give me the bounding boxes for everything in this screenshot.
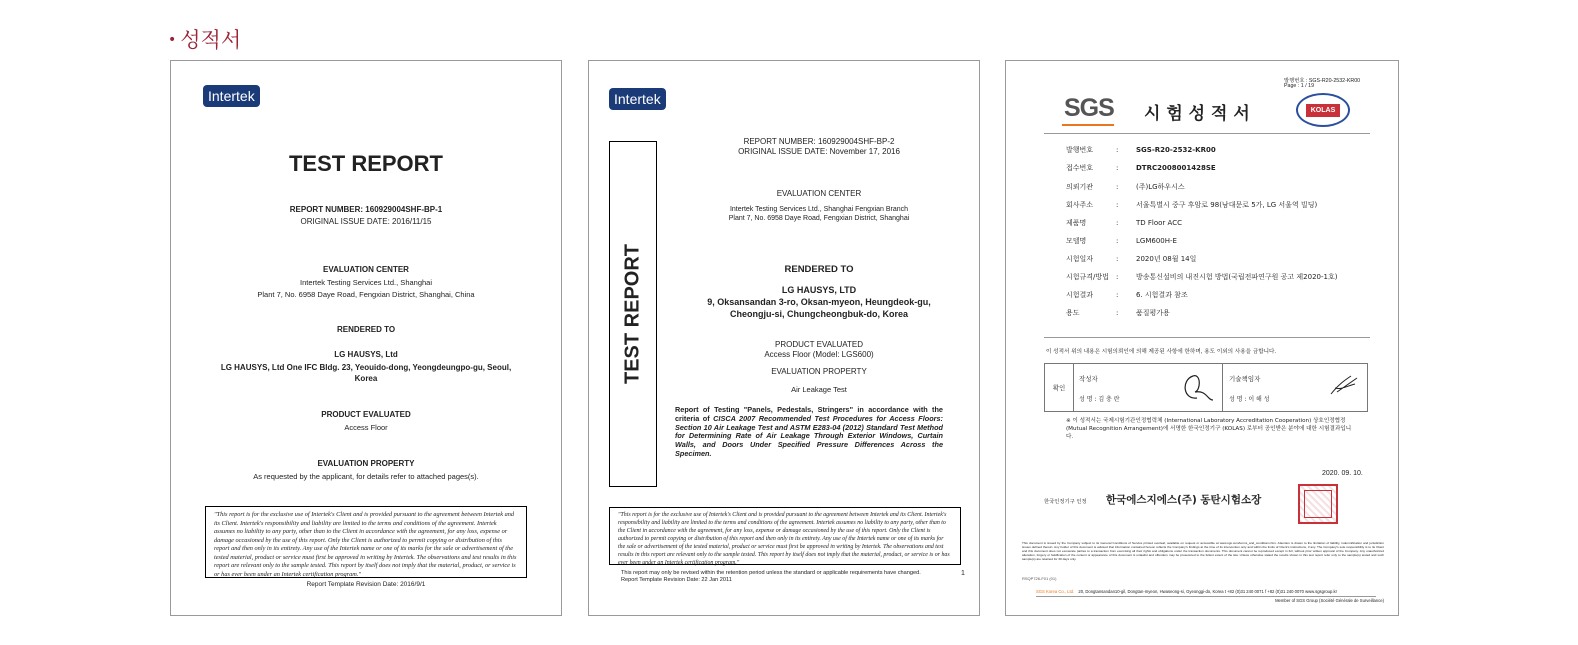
retention-note: This report may only be revised within the retention period unless the standard or applicable requirements have changed. bbox=[621, 570, 921, 576]
template-revision-date: Report Template Revision Date: 2016/9/1 bbox=[306, 581, 426, 588]
property-heading: EVALUATION PROPERTY bbox=[317, 459, 415, 468]
row-colon: : bbox=[1116, 291, 1119, 299]
header-rule bbox=[1044, 133, 1370, 134]
certificate-document-2[interactable] bbox=[588, 60, 980, 616]
rendered-address-2: Cheongju-si, Chungcheongbuk-do, Korea bbox=[730, 309, 908, 319]
rendered-name: LG HAUSYS, LTD bbox=[781, 285, 857, 295]
product-heading: PRODUCT EVALUATED bbox=[321, 410, 411, 419]
report-number: REPORT NUMBER: 160929004SHF-BP-2 bbox=[743, 137, 895, 146]
row-label: 시험규격/방법 bbox=[1066, 273, 1109, 281]
page-number: 1 bbox=[961, 570, 965, 577]
sgs-logo: SGS bbox=[1064, 94, 1114, 122]
property-heading: EVALUATION PROPERTY bbox=[771, 367, 867, 376]
row-value: LGM600H-E bbox=[1136, 237, 1177, 245]
page-indicator: Page : 1 / 19 bbox=[1284, 83, 1315, 89]
row-label: 발행번호 bbox=[1066, 146, 1094, 154]
row-colon: : bbox=[1116, 183, 1119, 191]
property-value: As requested by the applicant, for details refer to attached pages(s). bbox=[253, 472, 479, 481]
info-row bbox=[1066, 200, 1317, 210]
sgs-address-line bbox=[1036, 589, 1337, 594]
sgs-logo-underline bbox=[1062, 124, 1114, 126]
rendered-heading: RENDERED TO bbox=[784, 264, 854, 275]
rendered-name: LG HAUSYS, Ltd bbox=[334, 350, 398, 359]
row-colon: : bbox=[1116, 255, 1119, 263]
section-title bbox=[168, 24, 241, 54]
kolas-label: KOLAS bbox=[1306, 104, 1340, 117]
template-revision-date: Report Template Revision Date: 22 Jan 2011 bbox=[621, 577, 732, 583]
issuer-prefix: 한국인정기구 인정 bbox=[1044, 499, 1087, 505]
product-heading: PRODUCT EVALUATED bbox=[774, 340, 863, 349]
company-name: SGS Korea Co., Ltd. bbox=[1036, 589, 1075, 594]
rendered-heading: RENDERED TO bbox=[336, 325, 396, 334]
writer-signature bbox=[1177, 370, 1215, 404]
disclaimer-box: "This report is for the exclusive use of Intertek's Client and is provided pursuant to the agreement between Intertek and its Client. Intertek's responsibility and liability are limited to the terms and conditions of the agreement. Intertek assumes no liability to any party, other than to the Client in accordance with the agreement, for any loss, expense or damage occasioned by the use of this report. Only the Client is authorized to permit copying or distribution of this report and then only in its entirety. Any use of the Intertek name or one of its marks for the sale or advertisement of the tested material, product or service must first be approved in writing by Intertek. The observations and test results in this report are relevant only to the sample tested. This report by itself does not imply that the material, product, or service is or has ever been under an Intertek certification program." bbox=[609, 507, 961, 565]
side-title-frame bbox=[609, 141, 657, 487]
row-colon: : bbox=[1116, 164, 1119, 172]
rendered-address-1: LG HAUSYS, Ltd One IFC Bldg. 23, Yeouido-dong, Yeongdeungpo-gu, Seoul, bbox=[220, 363, 512, 372]
report-description-lead: Report of Testing "Panels, Pedestals, Stringers" in accordance with the criteria of bbox=[675, 405, 943, 423]
seal-inner-border bbox=[1304, 490, 1332, 518]
signature-table bbox=[1044, 363, 1368, 412]
info-row bbox=[1066, 254, 1196, 264]
issue-date: ORIGINAL ISSUE DATE: November 17, 2016 bbox=[738, 147, 900, 156]
row-value: 2020년 08월 14일 bbox=[1136, 255, 1197, 263]
row-value: 방송통신설비의 내진시험 방법(국립전파연구원 공고 제2020-1호) bbox=[1136, 273, 1338, 281]
info-row bbox=[1066, 236, 1177, 246]
kolas-logo bbox=[1296, 93, 1350, 127]
row-colon: : bbox=[1116, 219, 1119, 227]
row-label: 제품명 bbox=[1066, 219, 1087, 227]
rendered-address-1: 9, Oksansandan 3-ro, Oksan-myeon, Heungdeok-gu, bbox=[707, 297, 931, 307]
row-value: DTRC2008001428SE bbox=[1136, 164, 1216, 172]
issue-date: ORIGINAL ISSUE DATE: 2016/11/15 bbox=[300, 217, 432, 226]
row-label: 회사주소 bbox=[1066, 201, 1094, 209]
info-row bbox=[1066, 218, 1182, 228]
row-colon: : bbox=[1116, 146, 1119, 154]
product-value: Access Floor (Model: LGS600) bbox=[764, 350, 874, 359]
doc-number: 발행번호 : SGS-R20-2532-KR00 bbox=[1284, 78, 1361, 84]
row-label: 시험결과 bbox=[1066, 291, 1094, 299]
info-row bbox=[1066, 182, 1185, 192]
official-seal-stamp bbox=[1298, 484, 1338, 524]
tech-name: 성 명 : 이 해 성 bbox=[1229, 396, 1270, 403]
property-value: Air Leakage Test bbox=[791, 385, 847, 394]
confirm-label: 확인 bbox=[1045, 364, 1074, 411]
intertek-logo: Intertek bbox=[203, 85, 260, 107]
row-label: 모델명 bbox=[1066, 237, 1087, 245]
info-row bbox=[1066, 163, 1216, 173]
kolas-note: ※ 이 성적서는 국제시험기관인정협력체 (International Laboratory Accreditation Cooperation) 상호인정협정(Mutual Recognition Arrangement)에 서명한 한국인정기구 (KOLAS) 로부터 공인받은 분야에 대한 시험결과입니다. bbox=[1066, 418, 1352, 441]
sgs-member-note: Member of SGS Group (Société Générale de Surveillance) bbox=[1275, 598, 1384, 603]
row-value: TD Floor ACC bbox=[1136, 219, 1182, 227]
eval-center-line1: Intertek Testing Services Ltd., Shanghai bbox=[299, 278, 433, 287]
disclaimer-box: "This report is for the exclusive use of Intertek's Client and is provided pursuant to the agreement between Intertek and its Client. Intertek's responsibility and liability are limited to the terms and conditions of the agreement. Intertek assumes no liability to any party, other than to the Client in accordance with the agreement, for any loss, expense or damage occasioned by the use of this report. Only the Client is authorized to permit copying or distribution of this report and then only in its entirety. Any use of the Intertek name or one of its marks for the sale or advertisement of the tested material, product or service must first be approved in writing by Intertek. The observations and test results in this report are relevant only to the sample tested. This report by itself does not imply that the material, product, or service is or has ever been under an Intertek certification program." bbox=[205, 506, 527, 578]
row-colon: : bbox=[1116, 237, 1119, 245]
tech-signature bbox=[1327, 370, 1361, 400]
bullet: • bbox=[168, 32, 177, 48]
certificate-document-3[interactable] bbox=[1005, 60, 1399, 616]
row-value: (주)LG하우시스 bbox=[1136, 183, 1185, 191]
report-description-body: CISCA 2007 Recommended Test Procedures for Access Floors: Section 10 Air Leakage Test and ASTM E283-04 (2012) Standard Test Method for Determining Rate of Air Leakage Through Exterior Windows, Curtain Walls, and Doors Under Specified Pressure Differences Across the Specimen. bbox=[675, 413, 943, 458]
side-title: TEST REPORT bbox=[621, 243, 644, 385]
doc-title: TEST REPORT bbox=[288, 151, 443, 176]
report-description bbox=[675, 406, 943, 459]
report-number: REPORT NUMBER: 160929004SHF-BP-1 bbox=[289, 205, 443, 214]
info-row bbox=[1066, 290, 1188, 300]
row-label: 접수번호 bbox=[1066, 164, 1094, 172]
footer-rule bbox=[1036, 596, 1376, 597]
row-colon: : bbox=[1116, 201, 1119, 209]
signature-divider bbox=[1222, 364, 1223, 411]
usage-notice: 이 성적서 위의 내용은 시험의뢰인에 의해 제공된 사항에 한하며, 용도 이외의 사용을 금합니다. bbox=[1046, 349, 1277, 355]
rendered-address-2: Korea bbox=[354, 374, 378, 383]
row-value: 서울특별시 중구 후암로 98(남대문로 5가, LG 서울역 빌딩) bbox=[1136, 201, 1318, 209]
eval-center-heading: EVALUATION CENTER bbox=[323, 265, 409, 274]
row-value: 6. 시험결과 참조 bbox=[1136, 291, 1188, 299]
company-address: 20, Dongtansandan10-gil, Dongtan-myeon, Hwaseong-si, Gyeonggi-do, Korea t +82 (0)31 240 0071 f +82 (0)31 240 0070 www.sgsgroup.kr bbox=[1078, 589, 1337, 594]
issuer-name: 한국에스지에스(주) 동탄시험소장 bbox=[1106, 494, 1262, 506]
eval-center-heading: EVALUATION CENTER bbox=[776, 189, 862, 198]
section-title-text: 성적서 bbox=[180, 28, 242, 52]
row-colon: : bbox=[1116, 309, 1119, 317]
intertek-logo: Intertek bbox=[609, 88, 666, 110]
doc-title: 시 험 성 적 서 bbox=[1144, 104, 1250, 124]
notice-rule bbox=[1044, 337, 1370, 338]
row-value: 품질평가용 bbox=[1136, 309, 1170, 317]
tech-label: 기술책임자 bbox=[1229, 375, 1261, 383]
row-label: 의뢰기관 bbox=[1066, 183, 1094, 191]
info-row bbox=[1066, 145, 1216, 155]
info-row bbox=[1066, 272, 1337, 282]
eval-center-line1: Intertek Testing Services Ltd., Shanghai Fengxian Branch bbox=[729, 206, 909, 213]
row-label: 시험일자 bbox=[1066, 255, 1094, 263]
product-value: Access Floor bbox=[344, 423, 388, 432]
certificate-document-1[interactable] bbox=[170, 60, 562, 616]
eval-center-line2: Plant 7, No. 6958 Daye Road, Fengxian District, Shanghai, China bbox=[257, 290, 475, 299]
form-code: RSQP726-F01 (01) bbox=[1022, 576, 1057, 581]
row-value: SGS-R20-2532-KR00 bbox=[1136, 146, 1216, 154]
eval-center-line2: Plant 7, No. 6958 Daye Road, Fengxian District, Shanghai bbox=[728, 215, 910, 222]
issue-date: 2020. 09. 10. bbox=[1322, 470, 1363, 477]
info-row bbox=[1066, 308, 1170, 318]
writer-name: 성 명 : 김 충 란 bbox=[1079, 396, 1120, 403]
writer-label: 작성자 bbox=[1079, 375, 1098, 383]
row-label: 용도 bbox=[1066, 309, 1080, 317]
sgs-terms-fine-print: This document is issued by the Company subject to its General Conditions of Service printed overleaf, available on request or accessible at www.sgs.com/terms_and_conditions.htm. Attention is drawn to the limitation of liability, indemnification and jurisdiction issues defined therein. Any holder of this document is advised that information contained hereon reflects the Company's findings at the time of its intervention only and within the limits of Client's instructions, if any. The Company's sole responsibility is to its Client and this document does not exonerate parties to a transaction from exercising all their rights and obligations under the transaction documents. This document cannot be reproduced except in full, without prior written approval of the Company. Any unauthorized alteration, forgery or falsification of the content or appearance of this document is unlawful and offenders may be prosecuted to the fullest extent of the law. Unless otherwise stated the results shown in this test report refer only to the sample(s) tested and such sample(s) are retained for 30 days only. bbox=[1022, 541, 1384, 562]
row-colon: : bbox=[1116, 273, 1119, 281]
